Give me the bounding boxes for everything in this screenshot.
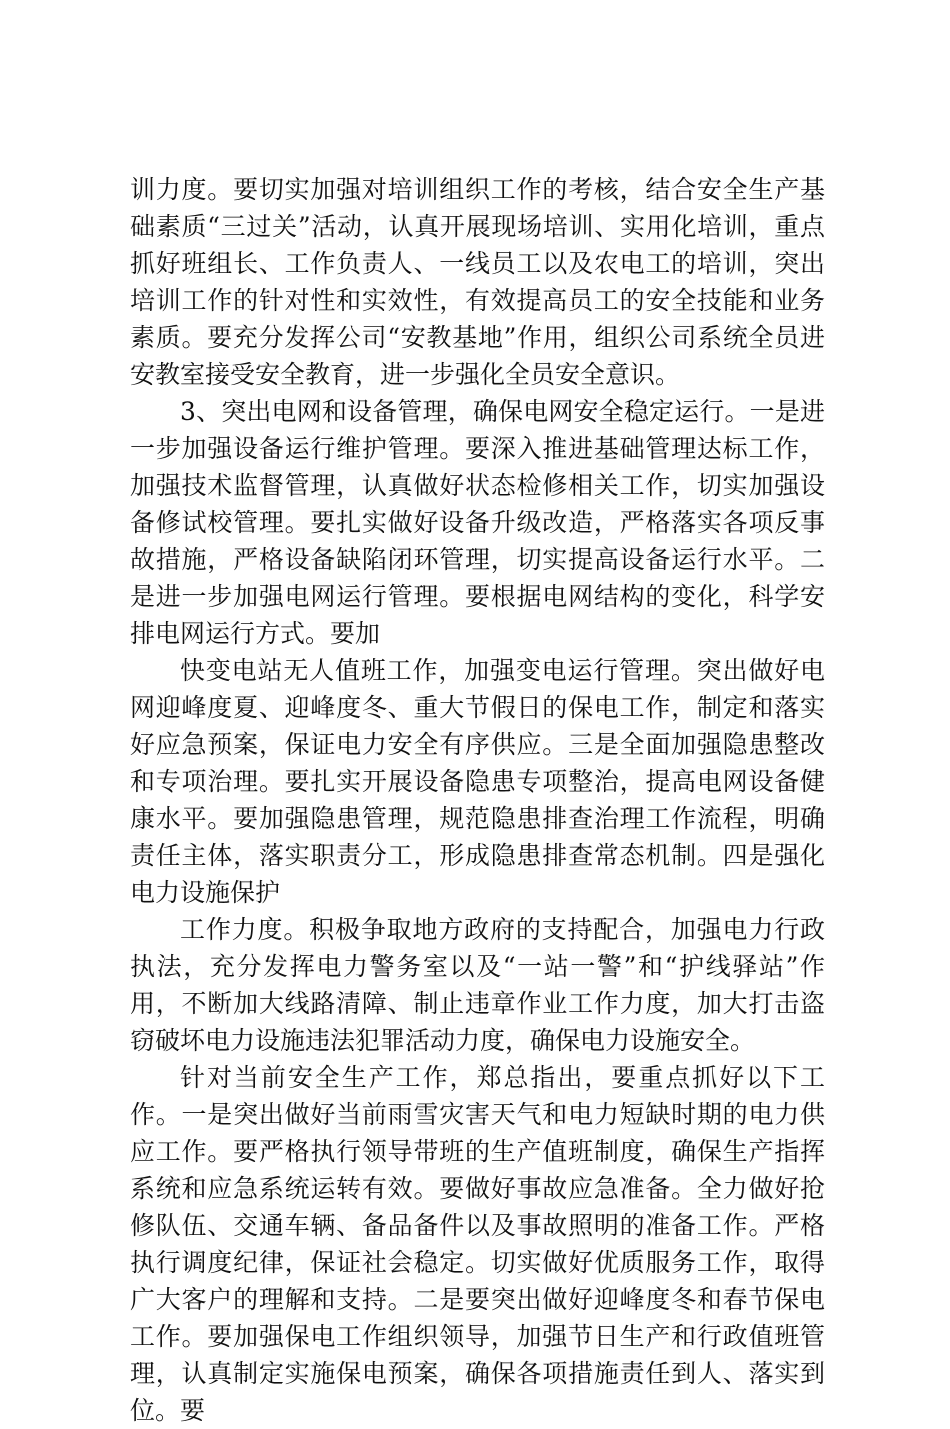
paragraph-current-work: 针对当前安全生产工作，郑总指出，要重点抓好以下工作。一是突出做好当前雨雪灾害天气和电力短缺时期的电力供应工作。要严格执行领导带班的生产值班制度，确保生产指挥系统和应急系统运转有效。要做好事故应急准备。全力做好抢修队伍、交通车辆、备品备件以及事故照明的准备工作。严格执行调度纪律，保证社会稳定。切实做好优质服务工作，取得广大客户的理解和支持。二是要突出做好迎峰度冬和春节保电工作。要加强保电工作组织领导，加强节日生产和行政值班管理，认真制定实施保电预案，确保各项措施责任到人、落实到位。要 bbox=[130, 1063, 825, 1425]
paragraph-facility-protection: 工作力度。积极争取地方政府的支持配合，加强电力行政执法，充分发挥电力警务室以及“一站一警”和“护线驿站”作用，不断加大线路清障、制止违章作业工作力度，加大打击盗窃破坏电力设施违法犯罪活动力度，确保电力设施安全。 bbox=[130, 915, 825, 1055]
paragraph-grid-equipment: 3、突出电网和设备管理，确保电网安全稳定运行。一是进一步加强设备运行维护管理。要深入推进基础管理达标工作，加强技术监督管理，认真做好状态检修相关工作，切实加强设备修试校管理。要扎实做好设备升级改造，严格落实各项反事故措施，严格设备缺陷闭环管理，切实提高设备运行水平。二是进一步加强电网运行管理。要根据电网结构的变化，科学安排电网运行方式。要加 bbox=[130, 397, 825, 648]
paragraph-training: 训力度。要切实加强对培训组织工作的考核，结合安全生产基础素质“三过关”活动，认真开展现场培训、实用化培训，重点抓好班组长、工作负责人、一线员工以及农电工的培训，突出培训工作的针对性和实效性，有效提高员工的安全技能和业务素质。要充分发挥公司“安教基地”作用，组织公司系统全员进安教室接受安全教育，进一步强化全员安全意识。 bbox=[130, 175, 825, 389]
paragraph-substation: 快变电站无人值班工作，加强变电运行管理。突出做好电网迎峰度夏、迎峰度冬、重大节假日的保电工作，制定和落实好应急预案，保证电力安全有序供应。三是全面加强隐患整改和专项治理。要扎实开展设备隐患专项整治，提高电网设备健康水平。要加强隐患管理，规范隐患排查治理工作流程，明确责任主体，落实职责分工，形成隐患排查常态机制。四是强化电力设施保护 bbox=[130, 656, 825, 907]
document-body bbox=[130, 171, 825, 1429]
